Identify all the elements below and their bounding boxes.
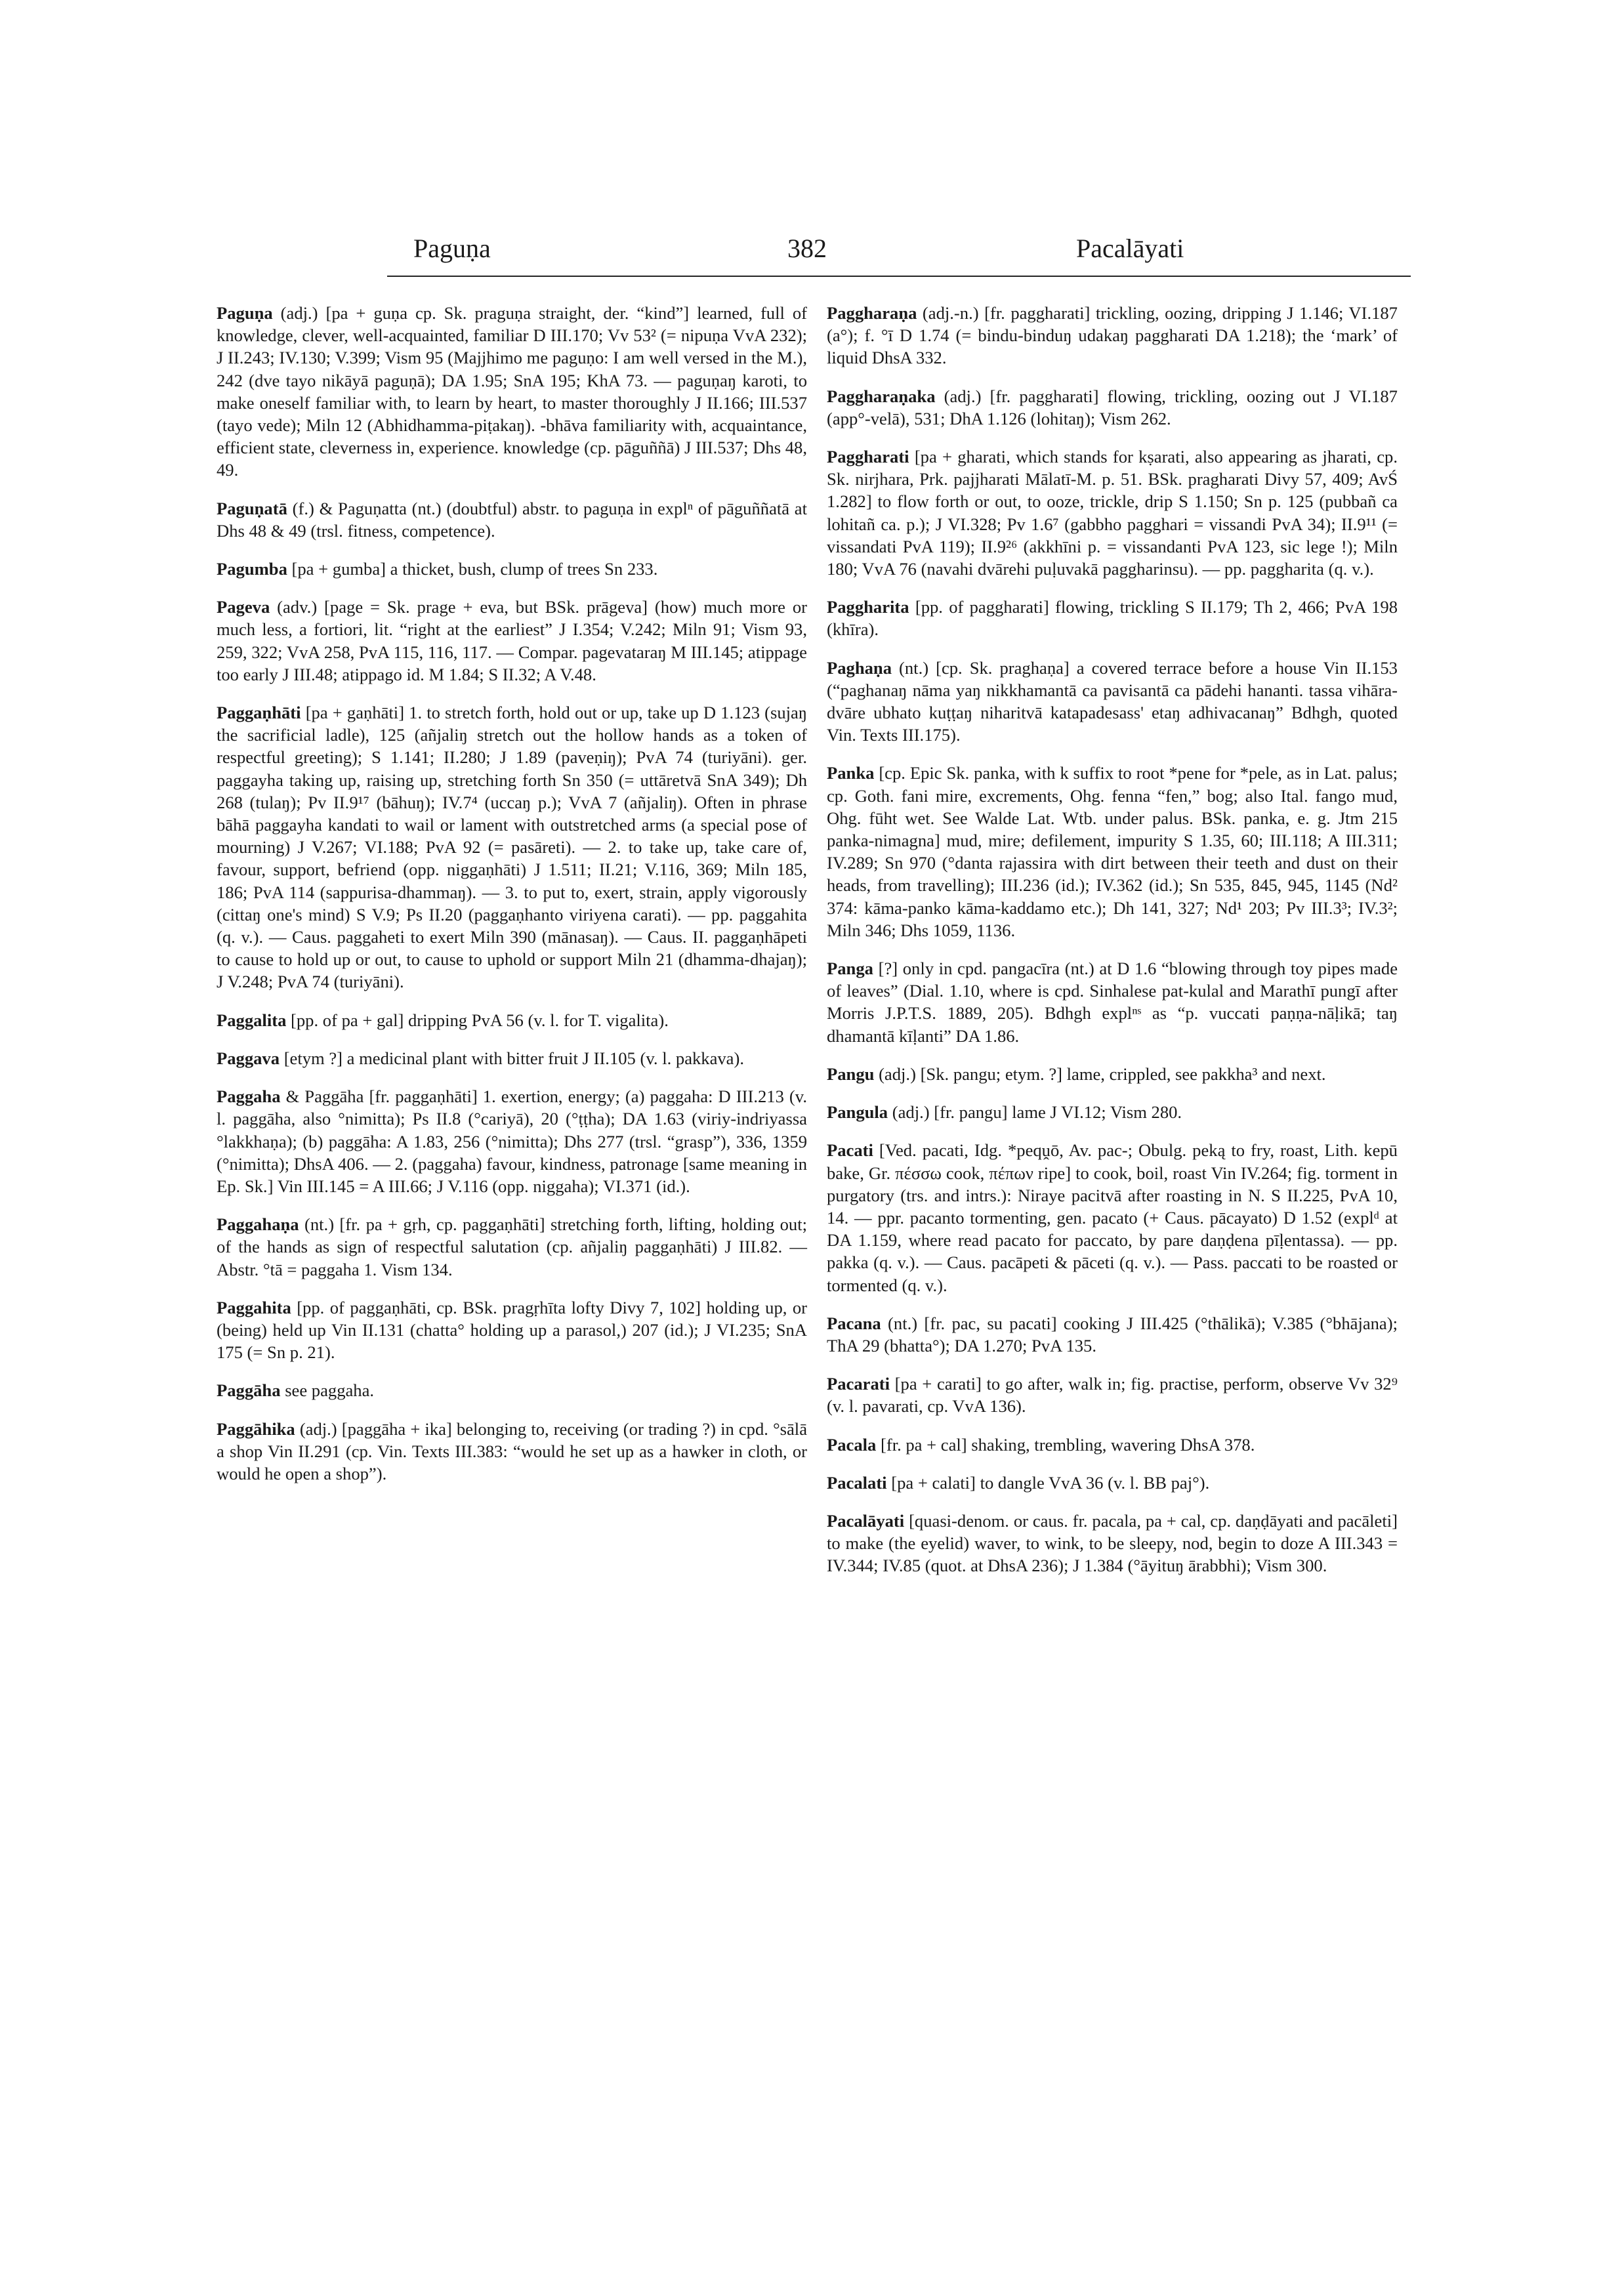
entry-text: [fr. pa + cal] shaking, trembling, wavering DhsA 378. [880, 1434, 1255, 1455]
entry-text: [pa + calati] to dangle VvA 36 (v. l. BB paj°). [891, 1472, 1210, 1493]
header-rule [387, 276, 1411, 277]
entry-text: & Paggāha [fr. paggaṇhāti] 1. exertion, energy; (a) paggaha: D III.213 (v. l. paggāha, also °nimitta); Ps II.8 (°cariyā), 20 (°ṭṭha); DA 1.63 (viriy-indriyassa °lakkhaṇa); (b) paggāha: A 1.83, 256 (°nimitta); Dhs 277 (trsl. “grasp”), 336, 1359 (°nimitta); DhsA 406. — 2. (paggaha) favour, kindness, patronage [same meaning in Ep. Sk.] Vin III.145 = A III.66; J V.116 (opp. niggaha); VI.371 (id.). [217, 1086, 807, 1196]
dictionary-entry [217, 1009, 807, 1031]
entry-headword: Panga [827, 959, 873, 979]
entry-headword: Panka [827, 763, 875, 783]
page-header [367, 233, 1417, 279]
entry-text: (adj.) [Sk. pangu; etym. ?] lame, crippled, see pakkha³ and next. [879, 1064, 1326, 1084]
dictionary-entry [217, 558, 807, 580]
dictionary-entry [827, 1139, 1398, 1296]
entry-text: [pa + gaṇhāti] 1. to stretch forth, hold out or up, take up D 1.123 (sujaŋ the sacrificial ladle), 125 (añjaliŋ stretch out the hollow hands as a token of respectful greeting); S 1.141; II.280; J 1.89 (paveṇiŋ); PvA 74 (turiyāni). ger. paggayha taking up, raising up, stretching forth Sn 350 (= uttāretvā SnA 349); Dh 268 (tulaŋ); Pv II.9¹⁷ (bāhuŋ); IV.7⁴ (uccaŋ p.); VvA 7 (añjaliŋ). Often in phrase bāhā paggayha kandati to wail or lament with outstretched arms (a special pose of mourning) J V.267; VI.188; PvA 92 (= pasāreti). — 2. to take up, take care of, favour, support, befriend (opp. niggaṇhāti) J 1.511; II.21; V.116, 369; Miln 185, 186; PvA 114 (sappurisa-dhammaŋ). — 3. to put to, exert, strain, apply vigorously (cittaŋ one's mind) S V.9; Ps II.20 (paggaṇhanto viriyena carati). — pp. paggahita (q. v.). — Caus. paggaheti to exert Miln 390 (mānasaŋ). — Caus. II. paggaṇhāpeti to cause to hold up or out, to cause to uphold or support Miln 21 (dhamma-dhajaŋ); J V.248; PvA 74 (turiyāni). [217, 703, 807, 992]
dictionary-entry [827, 1373, 1398, 1417]
dictionary-entry [827, 957, 1398, 1047]
entry-headword: Pacala [827, 1434, 877, 1455]
entry-text: (f.) & Paguṇatta (nt.) (doubtful) abstr. to paguṇa in explⁿ of pāguññatā at Dhs 48 & 49 (trsl. fitness, competence). [217, 498, 807, 541]
dictionary-entry [827, 1312, 1398, 1357]
entry-text: [pa + gumba] a thicket, bush, clump of trees Sn 233. [291, 559, 658, 579]
entry-text: (adj.) [pa + guṇa cp. Sk. praguṇa straight, der. “kind”] learned, full of knowledge, clever, well-acquainted, familiar D III.170; Vv 53² (= nipuṇa VvA 232); J II.243; IV.130; V.399; Vism 95 (Majjhimo me paguṇo: I am well versed in the M.), 242 (dve tayo nikāyā paguṇā); DA 1.95; SnA 195; KhA 73. — paguṇaŋ karoti, to make oneself familiar with, to learn by heart, to master thoroughly J II.166; III.537 (tayo vede); Miln 12 (Abhidhamma-piṭakaŋ). -bhāva familiarity with, acquaintance, efficient state, cleverness in, experience. knowledge (cp. pāguññā) J III.537; Dhs 48, 49. [217, 303, 807, 480]
entry-text: [cp. Epic Sk. panka, with k suffix to root *pene for *pele, as in Lat. palus; cp. Goth. fani mire, excrements, Ohg. fenna “fen,” bog; also Ital. fango mud, Ohg. fūht wet. See Walde Lat. Wtb. under palus. BSk. panka, e. g. Jtm 215 panka-nimagna] mud, mire; defilement, impurity S 1.35, 60; III.118; A III.311; IV.289; Sn 970 (°danta rajassira with dirt between their teeth and dust on their heads, from travelling); III.236 (id.); IV.362 (id.); Sn 535, 845, 945, 1145 (Nd² 374: kāma-panko kāma-kaddamo etc.); Dh 141, 327; Nd¹ 203; Pv III.3³; IV.3²; Miln 346; Dhs 1059, 1136. [827, 763, 1398, 940]
entry-text: [etym ?] a medicinal plant with bitter fruit J II.105 (v. l. pakkava). [283, 1048, 744, 1068]
entry-headword: Paggharaṇaka [827, 386, 936, 406]
entry-headword: Paggāhika [217, 1418, 295, 1439]
dictionary-entry [827, 445, 1398, 580]
dictionary-entry [827, 1434, 1398, 1456]
entry-text: (adj.-n.) [fr. paggharati] trickling, oozing, dripping J 1.146; VI.187 (a°); f. °ī D 1.74 (= bindu-binduŋ udakaŋ paggharati DA 1.218); the ‘mark’ of liquid DhsA 332. [827, 303, 1398, 368]
entry-headword: Paggahaṇa [217, 1214, 299, 1235]
dictionary-entry [827, 596, 1398, 640]
entry-headword: Pacana [827, 1313, 881, 1333]
dictionary-entry [217, 1418, 807, 1485]
dictionary-entry [827, 302, 1398, 369]
entry-headword: Paggalita [217, 1010, 287, 1030]
entry-headword: Paggāha [217, 1380, 281, 1401]
dictionary-entry [827, 385, 1398, 430]
entry-headword: Paggava [217, 1048, 280, 1068]
left-column [217, 302, 807, 1500]
entry-text: (adj.) [fr. paggharati] flowing, trickling, oozing out J VI.187 (app°-velā), 531; DhA 1.126 (lohitaŋ); Vism 262. [827, 386, 1398, 428]
dictionary-entry [217, 701, 807, 993]
dictionary-entry [827, 762, 1398, 941]
dictionary-entry [217, 1213, 807, 1281]
dictionary-entry [827, 657, 1398, 747]
entry-text: [pa + gharati, which stands for kṣarati, also appearing as jharati, cp. Sk. nirjhara, Prk. pajjharati Mālatī-M. p. 51. BSk. pragharati Divy 57, 409; AvŚ 1.282] to flow forth or out, to ooze, trickle, drip S 1.150; Sn p. 125 (pubbañ ca lohitañ ca. p.); J VI.328; Pv 1.6⁷ (gabbho pagghari = vissandi PvA 34); II.9¹¹ (= vissandati PvA 119); II.9²⁶ (akkhīni p. = vissandanti PvA 123, sic lege !); Miln 180; VvA 76 (navahi dvārehi puḷuvakā paggharinsu). — pp. paggharita (q. v.). [827, 447, 1398, 579]
entry-text: [Ved. pacati, Idg. *peqṷō, Av. pac-; Obulg. peką to fry, roast, Lith. kepū bake, Gr. πέσσω cook, πέπων ripe] to cook, boil, roast Vin IV.264; fig. torment in purgatory (trs. and intrs.): Niraye pacitvā after roasting in N. S II.225, PvA 10, 14. — ppr. pacanto tormenting, gen. pacato (+ Caus. pācayato) D 1.52 (explᵈ at DA 1.159, where read pacato for paccato, by pare daṇḍena pīḷentassa). — pp. pakka (q. v.). — Caus. pacāpeti & pāceti (q. v.). — Pass. paccati to be roasted or tormented (q. v.). [827, 1140, 1398, 1295]
entry-text: [pp. of paggaṇhāti, cp. BSk. pragṛhīta lofty Divy 7, 102] holding up, or (being) held up Vin II.131 (chatta° holding up a parasol,) 207 (id.); J VI.235; SnA 175 (= Sn p. 21). [217, 1297, 807, 1363]
dictionary-entry [217, 1379, 807, 1401]
entry-headword: Pacalāyati [827, 1510, 905, 1531]
entry-headword: Paguṇatā [217, 498, 287, 518]
entry-headword: Pangula [827, 1102, 888, 1123]
entry-text: see paggaha. [285, 1380, 375, 1401]
entry-headword: Pacati [827, 1140, 873, 1161]
entry-text: [?] only in cpd. pangacīra (nt.) at D 1.6 “blowing through toy pipes made of leaves” (Dial. 1.10, where is cpd. Sinhalese pat-kulal and Marathī pungī after Morris J.P.T.S. 1889, 205). Bdhgh explⁿˢ as “p. vuccati paṇṇa-nāḷikā; taŋ dhamantā kīḷanti” DA 1.86. [827, 959, 1398, 1046]
dictionary-entry [827, 1472, 1398, 1494]
entry-headword: Pacarati [827, 1374, 890, 1394]
entry-text: [pa + carati] to go after, walk in; fig. practise, perform, observe Vv 32⁹ (v. l. pavarati, cp. VvA 136). [827, 1374, 1398, 1416]
entry-headword: Pageva [217, 597, 270, 617]
dictionary-entry [217, 497, 807, 542]
page-number: 382 [787, 234, 827, 263]
entry-text: (nt.) [fr. pa + gṛh, cp. paggaṇhāti] stretching forth, lifting, holding out; of the hands as sign of respectful salutation (cp. añjaliŋ paggaṇhāti) J III.82. — Abstr. °tā = paggaha 1. Vism 134. [217, 1214, 807, 1279]
entry-headword: Paggharaṇa [827, 303, 917, 323]
entry-headword: Paguṇa [217, 303, 273, 323]
dictionary-entry [827, 1063, 1398, 1085]
entry-headword: Paggaha [217, 1086, 281, 1107]
entry-headword: Paghaṇa [827, 657, 892, 678]
entry-headword: Paggharita [827, 597, 909, 617]
entry-headword: Pagumba [217, 559, 287, 579]
running-head-left: Paguṇa [413, 234, 491, 263]
entry-text: [pp. of pa + gal] dripping PvA 56 (v. l. for T. vigalita). [291, 1010, 669, 1030]
entry-text: [pp. of paggharati] flowing, trickling S II.179; Th 2, 466; PvA 198 (khīra). [827, 597, 1398, 640]
dictionary-entry [217, 1296, 807, 1364]
entry-text: (adv.) [page = Sk. prage + eva, but BSk. prāgeva] (how) much more or much less, a fortiori, lit. “right at the earliest” J I.354; V.242; Miln 91; Vism 93, 259, 322; VvA 258, PvA 115, 116, 117. — Compar. pagevataraŋ M III.145; atippage too early J III.48; atippago id. M 1.84; S II.32; A V.48. [217, 597, 807, 684]
entry-text: (adj.) [fr. pangu] lame J VI.12; Vism 280. [892, 1102, 1182, 1123]
entry-text: (nt.) [cp. Sk. praghaṇa] a covered terrace before a house Vin II.153 (“paghanaŋ nāma yaŋ nikkhamantā ca pavisantā ca pādehi hananti. tassa vihāra-dvāre ubhato kuṭṭaŋ niharitvā katapadesass' etaŋ adhivacanaŋ” Bdhgh, quoted Vin. Texts III.175). [827, 657, 1398, 745]
dictionary-entry [217, 1047, 807, 1069]
running-head-right: Pacalāyati [1076, 234, 1184, 263]
entry-headword: Pangu [827, 1064, 875, 1084]
entry-text: (nt.) [fr. pac, su pacati] cooking J III.425 (°thālikā); V.385 (°bhājana); ThA 29 (bhatta°); DA 1.270; PvA 135. [827, 1313, 1398, 1355]
dictionary-entry [217, 302, 807, 482]
right-column [827, 302, 1398, 1593]
entry-text: (adj.) [paggāha + ika] belonging to, receiving (or trading ?) in cpd. °sālā a shop Vin II.291 (cp. Vin. Texts III.383: “would he set up as a hawker in cloth, or would he open a shop”). [217, 1418, 808, 1483]
entry-headword: Paggahita [217, 1297, 291, 1317]
dictionary-entry [217, 596, 807, 686]
dictionary-entry [827, 1510, 1398, 1577]
dictionary-entry [827, 1101, 1398, 1123]
dictionary-entry [217, 1085, 807, 1197]
entry-headword: Pacalati [827, 1472, 887, 1493]
entry-text: [quasi-denom. or caus. fr. pacala, pa + cal, cp. daṇḍāyati and pacāleti] to make (the eyelid) waver, to wink, to be sleepy, nod, begin to doze A III.343 = IV.344; IV.85 (quot. at DhsA 236); J 1.384 (°āyituŋ ārabbhi); Vism 300. [827, 1510, 1398, 1576]
entry-headword: Paggaṇhāti [217, 703, 301, 723]
entry-headword: Paggharati [827, 447, 909, 467]
